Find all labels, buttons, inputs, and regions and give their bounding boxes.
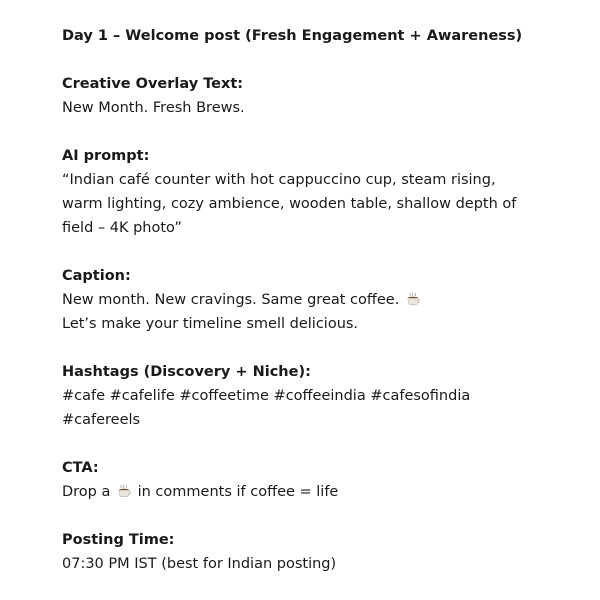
cta-text-before: Drop a (62, 484, 111, 500)
caption-line: Let’s make your timeline smell delicious. (62, 316, 359, 332)
ai-prompt-line: field – 4K photo” (62, 220, 182, 236)
caption-heading: Caption: (62, 268, 131, 284)
hot-beverage-icon (117, 484, 131, 498)
posting-time-value: 07:30 PM IST (best for Indian posting) (62, 556, 337, 572)
cta-text-after: in comments if coffee = life (137, 484, 339, 500)
caption-line (62, 288, 582, 312)
posting-time-section (62, 528, 582, 576)
ai-prompt-section (62, 144, 582, 240)
ai-prompt-line: warm lighting, cozy ambience, wooden table, shallow depth of (62, 196, 517, 212)
overlay-text: New Month. Fresh Brews. (62, 100, 245, 116)
cta-line (62, 480, 582, 504)
hashtags-line: #cafe #cafelife #coffeetime #coffeeindia #cafesofindia (62, 388, 471, 404)
ai-prompt-heading: AI prompt: (62, 148, 150, 164)
post-title: Day 1 – Welcome post (Fresh Engagement + Awareness) (62, 28, 523, 44)
cta-section (62, 456, 582, 504)
document-page (62, 24, 582, 576)
caption-text: New month. New cravings. Same great coffee. (62, 292, 400, 308)
overlay-heading: Creative Overlay Text: (62, 76, 244, 92)
cta-heading: CTA: (62, 460, 99, 476)
posting-time-heading: Posting Time: (62, 532, 175, 548)
hashtags-heading: Hashtags (Discovery + Niche): (62, 364, 311, 380)
hashtags-line: #cafereels (62, 412, 141, 428)
ai-prompt-line: “Indian café counter with hot cappuccino cup, steam rising, (62, 172, 496, 188)
caption-section (62, 264, 582, 336)
hashtags-section (62, 360, 582, 432)
hot-beverage-icon (406, 292, 420, 306)
overlay-section (62, 72, 582, 120)
